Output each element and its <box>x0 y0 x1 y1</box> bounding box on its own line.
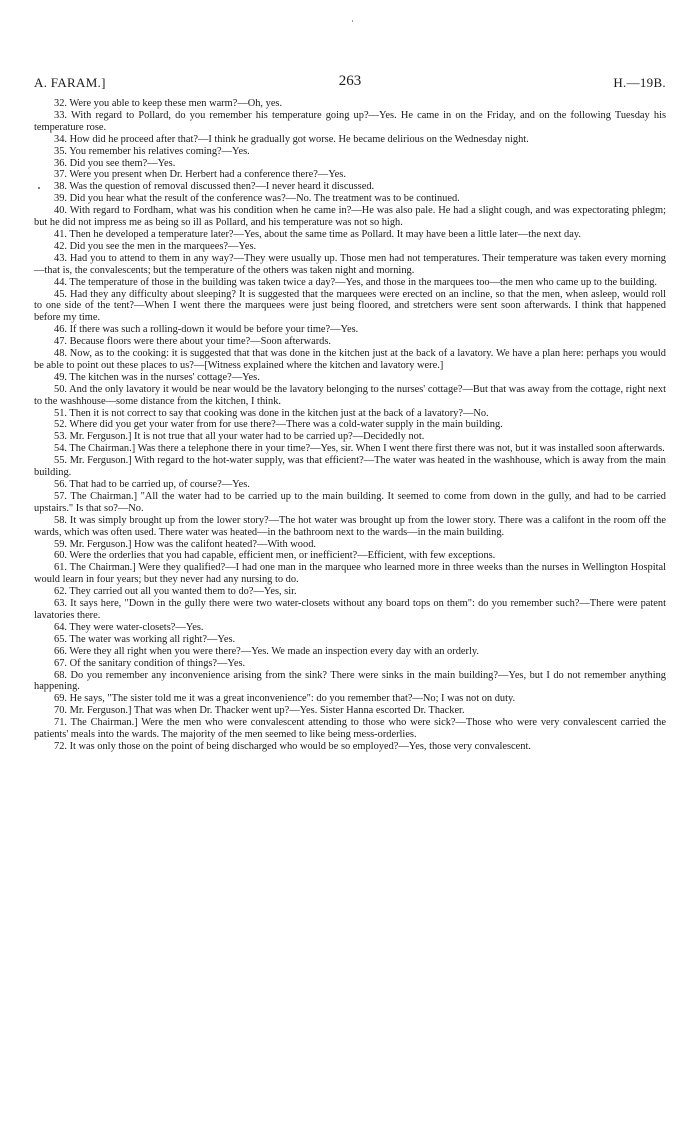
testimony-paragraph: 51. Then it is not correct to say that cooking was done in the kitchen just at the back of a lavatory?—No. <box>54 407 489 419</box>
testimony-paragraph: 61. The Chairman.] Were they qualified?—I had one man in the marquee who learned more in three weeks than the nurses in Wellington Hospital would learn in four years; but they never had any nursing to do. <box>34 562 666 586</box>
testimony-paragraph: 56. That had to be carried up, of course?—Yes. <box>54 479 250 490</box>
testimony-paragraph: 67. Of the sanitary condition of things?—Yes. <box>54 657 246 669</box>
testimony-paragraph: 36. Did you see them?—Yes. <box>54 157 176 169</box>
testimony-paragraph: 57. The Chairman.] "All the water had to be carried up to the main building. It seemed to come from down in the gully, and had to be carried upstairs." Is that so?—No. <box>34 490 666 514</box>
testimony-paragraph: 35. You remember his relatives coming?—Yes. <box>54 145 250 157</box>
testimony-paragraph: 37. Were you present when Dr. Herbert had a conference there?—Yes. <box>54 169 346 181</box>
testimony-paragraph: 70. Mr. Ferguson.] That was when Dr. Thacker went up?—Yes. Sister Hanna escorted Dr. Thacker. <box>54 705 465 717</box>
testimony-paragraph: 38. Was the question of removal discussed then?—I never heard it discussed. <box>54 181 375 193</box>
testimony-paragraph: 42. Did you see the men in the marquees?—Yes. <box>54 240 257 252</box>
testimony-paragraph: 55. Mr. Ferguson.] With regard to the hot-water supply, was that efficient?—The water was heated in the washhouse, which is away from the main building. <box>34 455 666 479</box>
testimony-paragraph: 44. The temperature of those in the building was taken twice a day?—Yes, and those in the marquees too—the men who came up to the building. <box>54 276 657 288</box>
testimony-paragraph: 47. Because floors were there about your time?—Soon afterwards. <box>54 336 331 348</box>
testimony-paragraph: 50. And the only lavatory it would be near would be the lavatory belonging to the nurses' cottage?—But that was away from the cottage, right next to the washhouse—some distance from the kitchen, I think. <box>34 383 666 407</box>
testimony-paragraph: 65. The water was working all right?—Yes. <box>54 633 236 645</box>
scan-mark <box>352 20 353 22</box>
testimony-paragraph: 41. Then he developed a temperature later?—Yes, about the same time as Pollard. It may have been a little later—the next day. <box>54 228 581 240</box>
testimony-paragraph: 71. The Chairman.] Were the men who were convalescent attending to those who were sick?—Those who were very convalescent carried the patients' meals into the wards. The majority of the men seemed to like being mess-orderlies. <box>34 717 666 741</box>
testimony-paragraph: 60. Were the orderlies that you had capable, efficient men, or inefficient?—Efficient, with few exceptions. <box>54 550 496 562</box>
testimony-paragraph: 59. Mr. Ferguson.] How was the califont heated?—With wood. <box>54 538 316 550</box>
header-witness-name: A. FARAM.] <box>34 75 106 90</box>
testimony-paragraph: 63. It says here, "Down in the gully there were two water-closets without any board tops on them": do you remember such?—There were patent lavatories there. <box>34 598 666 621</box>
testimony-body <box>34 98 666 753</box>
testimony-paragraph: 32. Were you able to keep these men warm?—Oh, yes. <box>54 98 283 109</box>
testimony-paragraph: 66. Were they all right when you were there?—Yes. We made an inspection every day with an orderly. <box>54 645 479 657</box>
testimony-paragraph: 34. How did he proceed after that?—I think he gradually got worse. He became delirious on the Wednesday night. <box>54 133 529 145</box>
testimony-paragraph: 48. Now, as to the cooking: it is suggested that that was done in the kitchen just at the back of a lavatory. We have a plan here: perhaps you would be able to point out these places to us?—[Witness explained where the kitchen and lavatory were.] <box>34 348 666 371</box>
testimony-paragraph: 45. Had they any difficulty about sleeping? It is suggested that the marquees were erected on an incline, so that the men, when asleep, would roll to one side of the tent?—When I went there the marquees were just being floored, and stretchers were sent soon afterwards. I think that happened before my time. <box>34 288 666 324</box>
testimony-paragraph: 52. Where did you get your water from for use there?—There was a cold-water supply in the main building. <box>54 419 503 431</box>
testimony-paragraph: 62. They carried out all you wanted them to do?—Yes, sir. <box>54 586 297 598</box>
testimony-paragraph: 69. He says, "The sister told me it was a great inconvenience": do you remember that?—No; I was not on duty. <box>54 693 516 705</box>
document-reference: H.—19B. <box>613 75 666 90</box>
testimony-paragraph: 72. It was only those on the point of being discharged who would be so employed?—Yes, those very convalescent. <box>54 740 531 752</box>
testimony-paragraph: 46. If there was such a rolling-down it would be before your time?—Yes. <box>54 324 359 336</box>
testimony-paragraph: 39. Did you hear what the result of the conference was?—No. The treatment was to be continued. <box>54 193 460 205</box>
testimony-paragraph: 53. Mr. Ferguson.] It is not true that all your water had to be carried up?—Decidedly not. <box>54 431 425 443</box>
testimony-paragraph: 49. The kitchen was in the nurses' cottage?—Yes. <box>54 371 260 383</box>
testimony-paragraph: 58. It was simply brought up from the lower story?—The hot water was brought up from the lower story. There was a califont in the room off the wards, which was often used. There water was heated—in the bathroom next to the wards—in the main building. <box>34 514 666 538</box>
testimony-paragraph: 40. With regard to Fordham, what was his condition when he came in?—He was also pale. He had a slight cough, and was expectorating phlegm; but he did not impress me as being so ill as Pollard, and his temperature was not so high. <box>34 205 666 229</box>
testimony-paragraph: 54. The Chairman.] Was there a telephone there in your time?—Yes, sir. When I went there first there was not, but it was installed soon afterwards. <box>54 443 665 455</box>
testimony-paragraph: 33. With regard to Pollard, do you remember his temperature going up?—Yes. He came in on the Friday, and on the following Tuesday his temperature rose. <box>34 109 666 133</box>
page-header <box>34 75 666 93</box>
testimony-paragraph: 43. Had you to attend to them in any way?—They were usually up. Those men had not temperatures. Their temperature was taken every morning—that is, the convalescents; but the temperature of the others was taken night and morning. <box>34 252 666 276</box>
testimony-paragraph: 68. Do you remember any inconvenience arising from the sink? There were sinks in the main building?—Yes, but I do not remember anything happening. <box>34 669 666 693</box>
page-number: 263 <box>338 73 362 89</box>
testimony-paragraph: 64. They were water-closets?—Yes. <box>54 621 204 633</box>
